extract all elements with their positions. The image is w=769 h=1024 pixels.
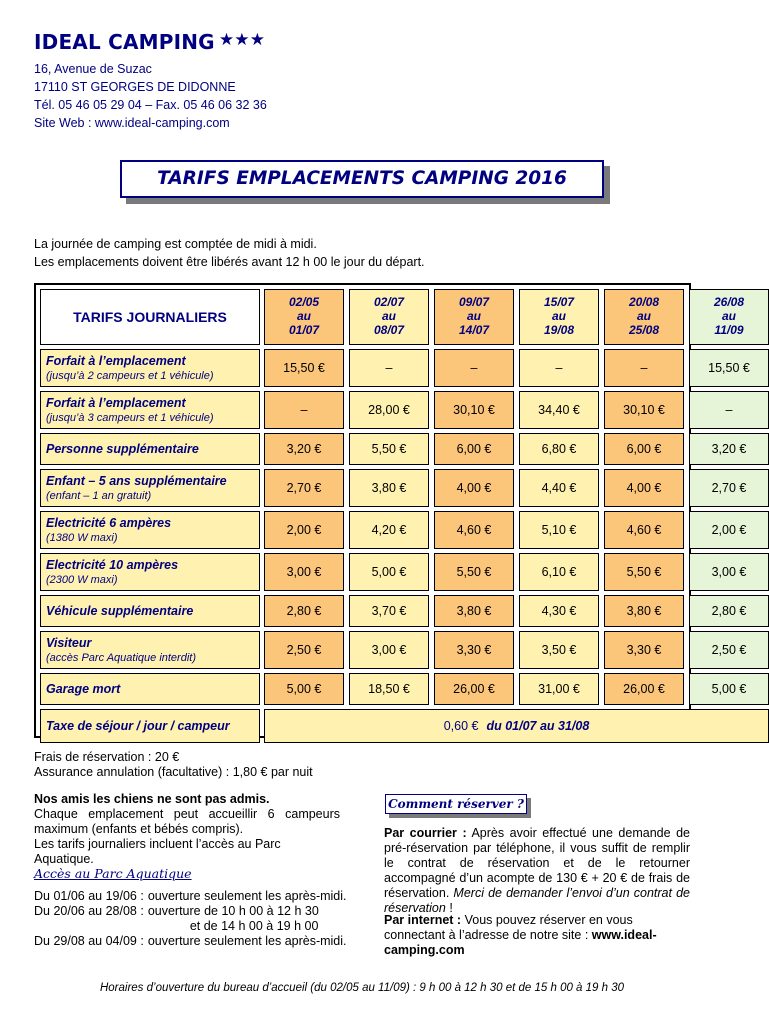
price-cell: 2,00 € xyxy=(689,511,769,549)
price-cell: 2,50 € xyxy=(264,631,344,669)
price-cell: 3,00 € xyxy=(689,553,769,591)
fee-reservation: Frais de réservation : 20 € xyxy=(34,750,180,764)
price-cell: 34,40 € xyxy=(519,391,599,429)
tax-label-text: Taxe de séjour / jour / campeur xyxy=(46,718,230,733)
price-cell: 6,00 € xyxy=(434,433,514,465)
row-label-main: Garage mort xyxy=(46,681,121,696)
price-cell: 4,60 € xyxy=(604,511,684,549)
mail-text: Après avoir effectué une demande de pré-réservation par téléphone, il vous suffit de remplir le contrat de réservation et de le retourner accompagné d’un acompte de 130 € + 20 € de frais de réservation. xyxy=(384,826,690,900)
row-label-sub: (jusqu’à 3 campeurs et 1 véhicule) xyxy=(46,412,214,424)
row-label xyxy=(40,391,260,429)
fee-insurance: Assurance annulation (facultative) : 1,80 € par nuit xyxy=(34,765,313,779)
period-header xyxy=(519,289,599,345)
mail-label: Par courrier : xyxy=(384,826,467,840)
hours-text: ouverture seulement les après-midi. xyxy=(147,934,347,948)
price-cell: – xyxy=(604,349,684,387)
capacity-notice: Chaque emplacement peut accueillir 6 campeurs maximum (enfants et bébés compris). xyxy=(34,807,340,836)
row-label-sub: (accès Parc Aquatique interdit) xyxy=(46,652,196,664)
period-header xyxy=(689,289,769,345)
price-cell: 4,30 € xyxy=(519,595,599,627)
period-start: 02/05 xyxy=(288,295,320,309)
price-cell: 4,40 € xyxy=(519,469,599,507)
office-hours-footer: Horaires d’ouverture du bureau d’accueil (du 02/05 au 11/09) : 9 h 00 à 12 h 30 et de 15 h 00 à 19 h 30 xyxy=(99,982,625,994)
tax-amount: 0,60 € xyxy=(443,719,479,733)
period-sep: au xyxy=(721,309,736,323)
price-cell: 2,70 € xyxy=(689,469,769,507)
row-label xyxy=(40,595,260,627)
price-cell: 3,20 € xyxy=(689,433,769,465)
hours-range: Du 20/06 au 28/08 : xyxy=(34,904,144,918)
price-cell: 3,50 € xyxy=(519,631,599,669)
period-sep: au xyxy=(636,309,651,323)
row-label xyxy=(40,433,260,465)
intro-line: Les emplacements doivent être libérés avant 12 h 00 le jour du départ. xyxy=(34,255,425,269)
period-sep: au xyxy=(296,309,311,323)
period-header xyxy=(434,289,514,345)
price-cell: 3,70 € xyxy=(349,595,429,627)
price-cell: 5,00 € xyxy=(349,553,429,591)
star-rating-icon: ★★★ xyxy=(218,30,266,50)
address-city: 17110 ST GEORGES DE DIDONNE xyxy=(34,80,236,94)
price-cell: 30,10 € xyxy=(604,391,684,429)
price-cell: 6,00 € xyxy=(604,433,684,465)
period-header xyxy=(604,289,684,345)
row-label-main: Véhicule supplémentaire xyxy=(46,603,194,618)
price-cell: 2,80 € xyxy=(689,595,769,627)
row-label-main: Personne supplémentaire xyxy=(46,441,199,456)
mail-request: Merci de demander l’envoi d’un contrat de réservation xyxy=(384,886,690,915)
price-cell: 3,20 € xyxy=(264,433,344,465)
hours-row xyxy=(34,919,347,934)
row-label-main: Electricité 6 ampères xyxy=(46,516,172,530)
hours-range xyxy=(34,919,144,934)
price-cell: 30,10 € xyxy=(434,391,514,429)
hours-text: ouverture de 10 h 00 à 12 h 30 xyxy=(147,904,319,918)
reservation-internet xyxy=(384,913,690,958)
period-start: 09/07 xyxy=(458,295,490,309)
internet-label: Par internet : xyxy=(384,913,462,927)
row-label-main: Electricité 10 ampères xyxy=(46,558,179,572)
address-street: 16, Avenue de Suzac xyxy=(34,62,152,76)
price-cell: 4,60 € xyxy=(434,511,514,549)
price-cell: 31,00 € xyxy=(519,673,599,705)
price-cell: 4,00 € xyxy=(604,469,684,507)
period-end: 11/09 xyxy=(714,323,744,337)
price-cell: 18,50 € xyxy=(349,673,429,705)
intro-text xyxy=(34,235,425,271)
hours-range: Du 01/06 au 19/06 : xyxy=(34,889,144,903)
price-cell: 5,10 € xyxy=(519,511,599,549)
price-cell: 26,00 € xyxy=(434,673,514,705)
reservation-title: Comment réserver ? xyxy=(388,797,524,811)
price-cell: 3,00 € xyxy=(264,553,344,591)
internet-text: Vous pouvez réserver en vous connectant à l’adresse de notre site : xyxy=(384,913,633,942)
website-link[interactable]: www.ideal-camping.com xyxy=(384,928,657,957)
period-end: 01/07 xyxy=(288,323,320,337)
price-cell: 6,80 € xyxy=(519,433,599,465)
row-label xyxy=(40,469,260,507)
row-label xyxy=(40,673,260,705)
address-website: Site Web : www.ideal-camping.com xyxy=(34,116,230,130)
price-cell: 2,80 € xyxy=(264,595,344,627)
pricing-table xyxy=(34,283,750,738)
price-cell: – xyxy=(689,391,769,429)
row-label xyxy=(40,631,260,669)
price-cell: 4,20 € xyxy=(349,511,429,549)
table-header-label: TARIFS JOURNALIERS xyxy=(40,289,260,345)
row-label-main: Enfant – 5 ans supplémentaire xyxy=(46,474,227,488)
row-label-main: Forfait à l’emplacement xyxy=(46,396,186,410)
reservation-title-box xyxy=(385,794,527,814)
row-label-sub: (jusqu’à 2 campeurs et 1 véhicule) xyxy=(46,370,214,382)
hours-row xyxy=(34,889,347,904)
price-cell: – xyxy=(434,349,514,387)
period-end: 08/07 xyxy=(373,323,405,337)
intro-line: La journée de camping est comptée de midi à midi. xyxy=(34,237,317,251)
aquapark-hours xyxy=(34,889,347,949)
price-cell: 3,80 € xyxy=(434,595,514,627)
price-cell: 6,10 € xyxy=(519,553,599,591)
price-cell: 2,00 € xyxy=(264,511,344,549)
tax-period: du 01/07 au 31/08 xyxy=(486,719,590,733)
row-label xyxy=(40,511,260,549)
period-start: 26/08 xyxy=(713,295,745,309)
price-cell: 3,30 € xyxy=(434,631,514,669)
reservation-mail: Par courrier : Après avoir effectué une demande de pré-réservation par téléphone, il vous suffit de remplir le contrat de réservation et de le retourner accompagné d’un acompte de 130 € + 20 € de frais de réservation. Merci de demander l’envoi d’un contrat de réservation ! xyxy=(384,826,690,915)
header xyxy=(34,30,267,132)
period-sep: au xyxy=(551,309,566,323)
hours-row xyxy=(34,934,347,949)
row-label xyxy=(40,553,260,591)
row-label xyxy=(40,349,260,387)
period-end: 25/08 xyxy=(628,323,660,337)
row-label-sub: (2300 W maxi) xyxy=(46,574,118,586)
aquapark-notice: Les tarifs journaliers incluent l’accès au Parc Aquatique. xyxy=(34,837,281,866)
price-cell: 5,00 € xyxy=(689,673,769,705)
row-label-main: Visiteur xyxy=(46,636,92,650)
price-cell: 3,80 € xyxy=(349,469,429,507)
period-sep: au xyxy=(381,309,396,323)
price-cell: – xyxy=(264,391,344,429)
price-cell: 3,80 € xyxy=(604,595,684,627)
price-cell: 15,50 € xyxy=(689,349,769,387)
price-cell: 2,50 € xyxy=(689,631,769,669)
hours-text: et de 14 h 00 à 19 h 00 xyxy=(189,919,319,933)
hours-range: Du 29/08 au 04/09 : xyxy=(34,934,144,948)
camping-name: IDEAL CAMPING ★★★ xyxy=(34,30,266,54)
price-cell: 28,00 € xyxy=(349,391,429,429)
tax-label xyxy=(40,709,260,743)
period-end: 19/08 xyxy=(543,323,575,337)
period-sep: au xyxy=(466,309,481,323)
price-cell: 5,50 € xyxy=(604,553,684,591)
rules xyxy=(34,792,340,867)
period-header xyxy=(349,289,429,345)
period-end: 14/07 xyxy=(458,323,490,337)
row-label-sub: (1380 W maxi) xyxy=(46,532,118,544)
fees xyxy=(34,750,340,780)
price-cell: 3,30 € xyxy=(604,631,684,669)
price-cell: 5,00 € xyxy=(264,673,344,705)
aquapark-title: Accès au Parc Aquatique xyxy=(34,866,192,881)
title-box xyxy=(120,160,604,198)
price-cell: 4,00 € xyxy=(434,469,514,507)
period-start: 20/08 xyxy=(628,295,660,309)
price-cell: 26,00 € xyxy=(604,673,684,705)
hours-text: ouverture seulement les après-midi. xyxy=(147,889,347,903)
price-cell: 5,50 € xyxy=(349,433,429,465)
period-header xyxy=(264,289,344,345)
page-title: TARIFS EMPLACEMENTS CAMPING 2016 xyxy=(157,168,567,189)
address-phone: Tél. 05 46 05 29 04 – Fax. 05 46 06 32 36 xyxy=(34,98,267,112)
price-cell: – xyxy=(349,349,429,387)
price-cell: 5,50 € xyxy=(434,553,514,591)
row-label-main: Forfait à l’emplacement xyxy=(46,354,186,368)
tax-value xyxy=(264,709,769,743)
period-start: 02/07 xyxy=(373,295,405,309)
hours-row xyxy=(34,904,347,919)
period-start: 15/07 xyxy=(543,295,575,309)
price-cell: 15,50 € xyxy=(264,349,344,387)
price-cell: 3,00 € xyxy=(349,631,429,669)
price-cell: 2,70 € xyxy=(264,469,344,507)
price-cell: – xyxy=(519,349,599,387)
row-label-sub: (enfant – 1 an gratuit) xyxy=(46,490,152,502)
dogs-notice: Nos amis les chiens ne sont pas admis. xyxy=(34,792,270,806)
